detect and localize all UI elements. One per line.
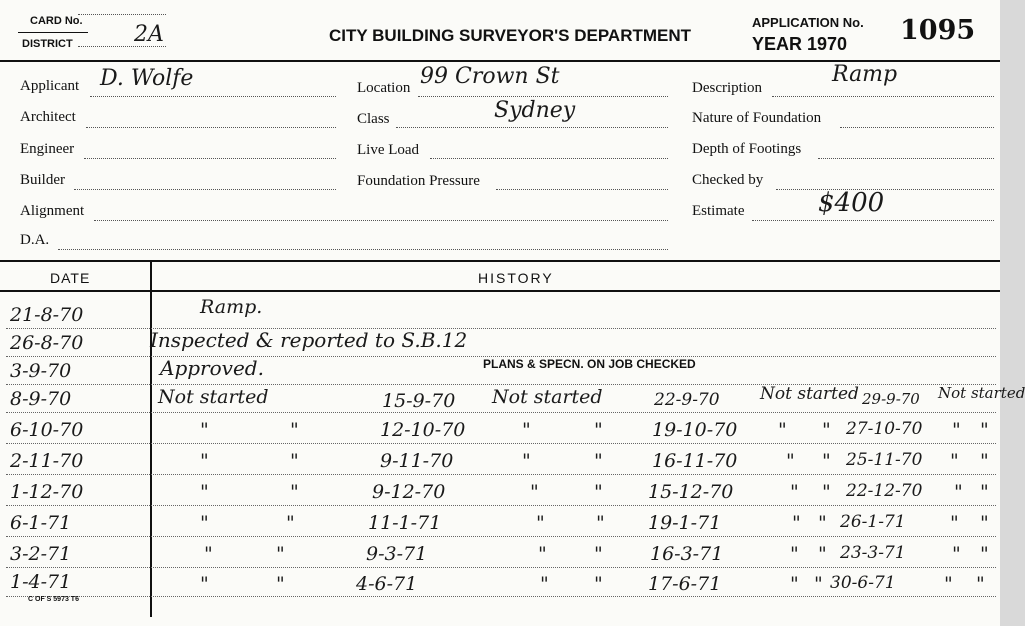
ditto-mark: ": [594, 450, 603, 472]
history-entry: 26-1-71: [840, 512, 906, 532]
history-entry: 9-3-71: [366, 543, 428, 565]
nature-of-foundation-label: Nature of Foundation: [692, 110, 822, 126]
department-title: CITY BUILDING SURVEYOR'S DEPARTMENT: [329, 26, 692, 45]
ditto-mark: ": [980, 543, 989, 565]
ditto-mark: ": [778, 419, 787, 441]
engineer-label: Engineer: [20, 141, 75, 157]
row-line: [6, 443, 996, 444]
ditto-mark: ": [950, 450, 959, 472]
location-label: Location: [357, 80, 411, 96]
ditto-mark: ": [980, 419, 989, 441]
history-date: 1-4-71: [10, 571, 72, 593]
architect-label: Architect: [20, 109, 76, 125]
foundation-pressure-line: [496, 189, 668, 190]
ditto-mark: ": [536, 512, 545, 534]
ditto-mark: ": [594, 419, 603, 441]
location-line: [418, 96, 668, 97]
history-entry: 27-10-70: [846, 419, 923, 439]
ditto-mark: ": [952, 419, 961, 441]
ditto-mark: ": [980, 481, 989, 503]
da-line: [58, 249, 668, 250]
applicant-line: [90, 96, 336, 97]
class-label: Class: [357, 111, 390, 127]
row-line: [6, 596, 996, 597]
history-entry: Not started: [760, 384, 859, 404]
ditto-mark: ": [944, 573, 953, 595]
history-header: HISTORY: [478, 270, 554, 286]
depth-of-footings-label: Depth of Footings: [692, 141, 802, 157]
estimate-value: $400: [818, 188, 885, 218]
ditto-mark: ": [952, 543, 961, 565]
class-value: Sydney: [494, 98, 576, 123]
ditto-mark: ": [200, 481, 209, 503]
estimate-line: [752, 220, 994, 221]
ditto-mark: ": [818, 543, 827, 565]
row-line: [6, 536, 996, 537]
row-line: [6, 412, 996, 413]
ditto-mark: ": [200, 419, 209, 441]
history-date: 8-9-70: [10, 388, 72, 410]
checked-by-label: Checked by: [692, 172, 764, 188]
history-header-rule: [0, 290, 1000, 292]
nature-of-foundation-line: [840, 127, 994, 128]
history-date: 6-10-70: [10, 419, 84, 441]
live-load-line: [430, 158, 668, 159]
history-entry: 25-11-70: [846, 450, 923, 470]
ditto-mark: ": [822, 419, 831, 441]
history-entry: 23-3-71: [840, 543, 906, 563]
applicant-value: D. Wolfe: [100, 66, 194, 91]
date-column-divider: [150, 262, 152, 617]
checked-by-line: [776, 189, 994, 190]
engineer-line: [84, 158, 336, 159]
ditto-mark: ": [276, 573, 285, 595]
history-entry: Approved.: [160, 356, 264, 380]
application-number: 1095: [900, 15, 976, 46]
ditto-mark: ": [596, 512, 605, 534]
history-entry: 12-10-70: [380, 419, 466, 441]
history-entry: 17-6-71: [648, 573, 722, 595]
card-no-label: CARD No.: [30, 15, 83, 27]
ditto-mark: ": [822, 450, 831, 472]
ditto-mark: ": [290, 419, 299, 441]
ditto-mark: ": [200, 573, 209, 595]
history-entry: 4-6-71: [356, 573, 418, 595]
history-entry: 16-3-71: [650, 543, 724, 565]
ditto-mark: ": [290, 450, 299, 472]
ditto-mark: ": [594, 573, 603, 595]
row-line: [6, 474, 996, 475]
ditto-mark: ": [790, 573, 799, 595]
builder-label: Builder: [20, 172, 65, 188]
row-line: [6, 505, 996, 506]
history-entry: 19-1-71: [648, 512, 722, 534]
plans-checked-stamp: PLANS & SPECN. ON JOB CHECKED: [483, 357, 696, 371]
history-entry: 9-12-70: [372, 481, 446, 503]
district-label: DISTRICT: [22, 38, 73, 50]
application-label: APPLICATION No.: [752, 15, 864, 30]
builder-line: [74, 189, 336, 190]
district-value: 2A: [134, 22, 164, 47]
history-entry: Inspected & reported to S.B.12: [150, 328, 468, 352]
history-entry: 22-12-70: [846, 481, 923, 501]
ditto-mark: ": [290, 481, 299, 503]
history-entry: 22-9-70: [654, 390, 720, 410]
alignment-label: Alignment: [20, 203, 85, 219]
ditto-mark: ": [792, 512, 801, 534]
history-date: 2-11-70: [10, 450, 84, 472]
ditto-mark: ": [976, 573, 985, 595]
history-entry: 9-11-70: [380, 450, 454, 472]
ditto-mark: ": [276, 543, 285, 565]
foundation-pressure-label: Foundation Pressure: [357, 173, 480, 189]
class-line: [396, 127, 668, 128]
da-label: D.A.: [20, 232, 50, 248]
ditto-mark: ": [822, 481, 831, 503]
history-entry: Not started: [492, 386, 603, 408]
ditto-mark: ": [594, 543, 603, 565]
ditto-mark: ": [538, 543, 547, 565]
estimate-label: Estimate: [692, 203, 745, 219]
history-entry: Ramp.: [200, 296, 263, 318]
depth-of-footings-line: [818, 158, 994, 159]
history-entry: Not started: [938, 384, 1025, 402]
ditto-mark: ": [286, 512, 295, 534]
history-date: 6-1-71: [10, 512, 72, 534]
history-entry: 15-9-70: [382, 390, 456, 412]
row-line: [6, 567, 996, 568]
ditto-mark: ": [200, 450, 209, 472]
applicant-label: Applicant: [20, 78, 80, 94]
history-date: 3-2-71: [10, 543, 72, 565]
ditto-mark: ": [522, 450, 531, 472]
card-no-line: [78, 14, 166, 15]
history-entry: 11-1-71: [368, 512, 442, 534]
history-entry: 16-11-70: [652, 450, 738, 472]
description-line: [772, 96, 994, 97]
ditto-mark: ": [790, 543, 799, 565]
ditto-mark: ": [200, 512, 209, 534]
history-entry: 30-6-71: [830, 573, 896, 593]
history-date: 26-8-70: [10, 332, 84, 354]
ditto-mark: ": [818, 512, 827, 534]
history-entry: 19-10-70: [652, 419, 738, 441]
alignment-line: [94, 220, 668, 221]
ditto-mark: ": [980, 512, 989, 534]
year-label: YEAR 1970: [752, 34, 848, 54]
ditto-mark: ": [790, 481, 799, 503]
ditto-mark: ": [950, 512, 959, 534]
history-entry: Not started: [158, 386, 269, 408]
ditto-mark: ": [980, 450, 989, 472]
ditto-mark: ": [204, 543, 213, 565]
ditto-mark: ": [540, 573, 549, 595]
description-value: Ramp: [832, 62, 898, 87]
description-label: Description: [692, 80, 762, 96]
location-value: 99 Crown St: [420, 64, 560, 89]
ditto-mark: ": [594, 481, 603, 503]
form-code: C OF S 5973 T6: [28, 596, 79, 603]
architect-line: [86, 127, 336, 128]
history-date: 1-12-70: [10, 481, 84, 503]
live-load-label: Live Load: [357, 142, 420, 158]
history-date: 3-9-70: [10, 360, 72, 382]
history-entry: 29-9-70: [862, 390, 920, 408]
date-header: DATE: [50, 270, 91, 286]
ditto-mark: ": [530, 481, 539, 503]
history-date: 21-8-70: [10, 304, 84, 326]
ditto-mark: ": [814, 573, 823, 595]
ditto-mark: ": [954, 481, 963, 503]
ditto-mark: ": [786, 450, 795, 472]
history-entry: 15-12-70: [648, 481, 734, 503]
header-divider-small: [18, 32, 88, 33]
ditto-mark: ": [522, 419, 531, 441]
